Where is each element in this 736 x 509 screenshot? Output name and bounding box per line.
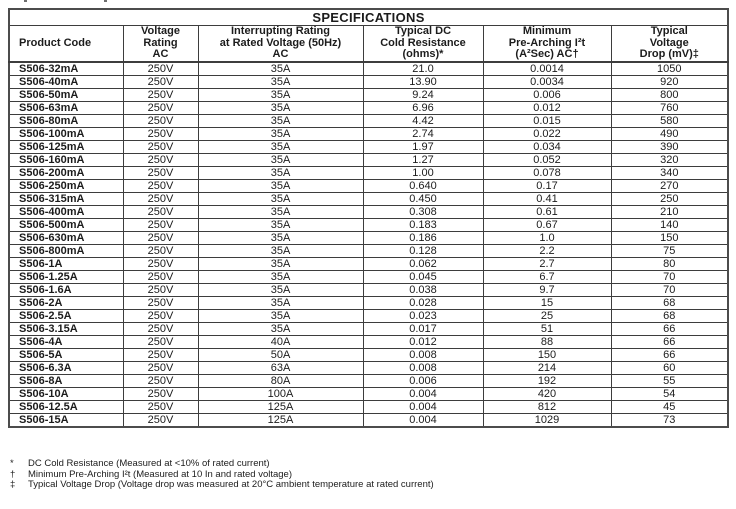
value-cell: 250V xyxy=(123,362,198,375)
value-cell: 250V xyxy=(123,180,198,193)
value-cell: 0.308 xyxy=(363,206,483,219)
product-code-cell: S506-1.6A xyxy=(9,284,123,297)
value-cell: 920 xyxy=(611,76,728,89)
value-cell: 35A xyxy=(198,102,363,115)
value-cell: 68 xyxy=(611,297,728,310)
value-cell: 21.0 xyxy=(363,62,483,76)
value-cell: 250V xyxy=(123,258,198,271)
product-code-cell: S506-3.15A xyxy=(9,323,123,336)
value-cell: 35A xyxy=(198,154,363,167)
clipped-text-fragment xyxy=(24,0,27,2)
product-code-cell: S506-10A xyxy=(9,388,123,401)
product-code-cell: S506-5A xyxy=(9,349,123,362)
value-cell: 4.42 xyxy=(363,115,483,128)
value-cell: 80A xyxy=(198,375,363,388)
value-cell: 25 xyxy=(483,310,611,323)
value-cell: 340 xyxy=(611,167,728,180)
value-cell: 250 xyxy=(611,193,728,206)
value-cell: 320 xyxy=(611,154,728,167)
value-cell: 1.0 xyxy=(483,232,611,245)
value-cell: 0.023 xyxy=(363,310,483,323)
value-cell: 0.004 xyxy=(363,401,483,414)
product-code-cell: S506-1A xyxy=(9,258,123,271)
value-cell: 250V xyxy=(123,76,198,89)
value-cell: 800 xyxy=(611,89,728,102)
value-cell: 0.004 xyxy=(363,414,483,428)
product-code-cell: S506-2A xyxy=(9,297,123,310)
value-cell: 75 xyxy=(611,245,728,258)
table-row xyxy=(9,375,728,388)
value-cell: 390 xyxy=(611,141,728,154)
table-row xyxy=(9,349,728,362)
value-cell: 250V xyxy=(123,167,198,180)
value-cell: 9.7 xyxy=(483,284,611,297)
product-code-cell: S506-315mA xyxy=(9,193,123,206)
value-cell: 812 xyxy=(483,401,611,414)
value-cell: 1.00 xyxy=(363,167,483,180)
value-cell: 0.045 xyxy=(363,271,483,284)
value-cell: 0.034 xyxy=(483,141,611,154)
value-cell: 35A xyxy=(198,180,363,193)
product-code-cell: S506-100mA xyxy=(9,128,123,141)
value-cell: 35A xyxy=(198,128,363,141)
table-body xyxy=(9,62,728,427)
value-cell: 35A xyxy=(198,62,363,76)
product-code-cell: S506-1.25A xyxy=(9,271,123,284)
value-cell: 0.183 xyxy=(363,219,483,232)
value-cell: 490 xyxy=(611,128,728,141)
value-cell: 60 xyxy=(611,362,728,375)
column-header-1: Voltage Rating AC xyxy=(123,26,198,63)
value-cell: 45 xyxy=(611,401,728,414)
value-cell: 13.90 xyxy=(363,76,483,89)
value-cell: 2.74 xyxy=(363,128,483,141)
value-cell: 250V xyxy=(123,128,198,141)
table-row xyxy=(9,141,728,154)
table-row xyxy=(9,206,728,219)
table-title-row xyxy=(9,9,728,26)
table-row xyxy=(9,167,728,180)
value-cell: 210 xyxy=(611,206,728,219)
table-row xyxy=(9,128,728,141)
value-cell: 0.012 xyxy=(363,336,483,349)
value-cell: 15 xyxy=(483,297,611,310)
value-cell: 0.006 xyxy=(363,375,483,388)
product-code-cell: S506-250mA xyxy=(9,180,123,193)
table-row xyxy=(9,271,728,284)
value-cell: 68 xyxy=(611,310,728,323)
value-cell: 9.24 xyxy=(363,89,483,102)
value-cell: 250V xyxy=(123,284,198,297)
value-cell: 35A xyxy=(198,310,363,323)
value-cell: 0.052 xyxy=(483,154,611,167)
value-cell: 35A xyxy=(198,323,363,336)
value-cell: 35A xyxy=(198,167,363,180)
value-cell: 0.61 xyxy=(483,206,611,219)
product-code-cell: S506-15A xyxy=(9,414,123,428)
value-cell: 250V xyxy=(123,388,198,401)
value-cell: 51 xyxy=(483,323,611,336)
product-code-cell: S506-63mA xyxy=(9,102,123,115)
product-code-cell: S506-630mA xyxy=(9,232,123,245)
footnotes xyxy=(9,459,729,491)
table-row xyxy=(9,154,728,167)
value-cell: 580 xyxy=(611,115,728,128)
value-cell: 250V xyxy=(123,245,198,258)
footnote-symbol: * xyxy=(10,458,14,469)
value-cell: 150 xyxy=(611,232,728,245)
value-cell: 250V xyxy=(123,115,198,128)
value-cell: 35A xyxy=(198,115,363,128)
table-row xyxy=(9,323,728,336)
table-row xyxy=(9,297,728,310)
product-code-cell: S506-160mA xyxy=(9,154,123,167)
value-cell: 35A xyxy=(198,297,363,310)
value-cell: 250V xyxy=(123,154,198,167)
value-cell: 1.27 xyxy=(363,154,483,167)
table-row xyxy=(9,76,728,89)
value-cell: 35A xyxy=(198,141,363,154)
column-header-0: Product Code xyxy=(9,26,123,63)
product-code-cell: S506-2.5A xyxy=(9,310,123,323)
product-code-cell: S506-12.5A xyxy=(9,401,123,414)
product-code-cell: S506-50mA xyxy=(9,89,123,102)
value-cell: 760 xyxy=(611,102,728,115)
value-cell: 250V xyxy=(123,206,198,219)
value-cell: 55 xyxy=(611,375,728,388)
value-cell: 80 xyxy=(611,258,728,271)
value-cell: 250V xyxy=(123,323,198,336)
value-cell: 0.017 xyxy=(363,323,483,336)
value-cell: 70 xyxy=(611,271,728,284)
value-cell: 214 xyxy=(483,362,611,375)
value-cell: 0.022 xyxy=(483,128,611,141)
value-cell: 0.006 xyxy=(483,89,611,102)
product-code-cell: S506-500mA xyxy=(9,219,123,232)
value-cell: 6.96 xyxy=(363,102,483,115)
value-cell: 0.062 xyxy=(363,258,483,271)
value-cell: 150 xyxy=(483,349,611,362)
value-cell: 250V xyxy=(123,102,198,115)
value-cell: 0.640 xyxy=(363,180,483,193)
value-cell: 0.0034 xyxy=(483,76,611,89)
table-row xyxy=(9,115,728,128)
value-cell: 0.008 xyxy=(363,349,483,362)
table-row xyxy=(9,401,728,414)
value-cell: 35A xyxy=(198,232,363,245)
footnote-text: DC Cold Resistance (Measured at <10% of rated current) xyxy=(28,458,270,469)
table-row xyxy=(9,414,728,428)
specifications-table xyxy=(8,8,729,428)
table-row xyxy=(9,310,728,323)
value-cell: 35A xyxy=(198,245,363,258)
value-cell: 35A xyxy=(198,76,363,89)
column-header-4: Minimum Pre-Arching I²t (A²Sec) AC† xyxy=(483,26,611,63)
table-row xyxy=(9,62,728,76)
table-row xyxy=(9,336,728,349)
value-cell: 1.97 xyxy=(363,141,483,154)
value-cell: 250V xyxy=(123,193,198,206)
value-cell: 0.128 xyxy=(363,245,483,258)
value-cell: 35A xyxy=(198,271,363,284)
product-code-cell: S506-400mA xyxy=(9,206,123,219)
value-cell: 0.17 xyxy=(483,180,611,193)
value-cell: 1029 xyxy=(483,414,611,428)
value-cell: 250V xyxy=(123,271,198,284)
value-cell: 70 xyxy=(611,284,728,297)
value-cell: 125A xyxy=(198,414,363,428)
value-cell: 250V xyxy=(123,310,198,323)
value-cell: 0.078 xyxy=(483,167,611,180)
value-cell: 88 xyxy=(483,336,611,349)
table-row xyxy=(9,89,728,102)
table-row xyxy=(9,284,728,297)
value-cell: 40A xyxy=(198,336,363,349)
table-row xyxy=(9,102,728,115)
value-cell: 250V xyxy=(123,141,198,154)
footnote-symbol: ‡ xyxy=(10,479,16,490)
product-code-cell: S506-125mA xyxy=(9,141,123,154)
value-cell: 250V xyxy=(123,349,198,362)
table-title: SPECIFICATIONS xyxy=(9,9,728,26)
column-header-3: Typical DC Cold Resistance (ohms)* xyxy=(363,26,483,63)
product-code-cell: S506-800mA xyxy=(9,245,123,258)
value-cell: 0.41 xyxy=(483,193,611,206)
product-code-cell: S506-200mA xyxy=(9,167,123,180)
column-header-5: Typical Voltage Drop (mV)‡ xyxy=(611,26,728,63)
value-cell: 420 xyxy=(483,388,611,401)
value-cell: 2.7 xyxy=(483,258,611,271)
value-cell: 250V xyxy=(123,297,198,310)
footnote-text: Typical Voltage Drop (Voltage drop was measured at 20°C ambient temperature at rated current) xyxy=(28,479,434,490)
footnote-symbol: † xyxy=(10,468,16,480)
table-row xyxy=(9,245,728,258)
value-cell: 250V xyxy=(123,401,198,414)
value-cell: 250V xyxy=(123,89,198,102)
value-cell: 54 xyxy=(611,388,728,401)
value-cell: 250V xyxy=(123,232,198,245)
product-code-cell: S506-32mA xyxy=(9,62,123,76)
value-cell: 35A xyxy=(198,89,363,102)
value-cell: 100A xyxy=(198,388,363,401)
table-row xyxy=(9,180,728,193)
product-code-cell: S506-6.3A xyxy=(9,362,123,375)
value-cell: 63A xyxy=(198,362,363,375)
value-cell: 6.7 xyxy=(483,271,611,284)
value-cell: 192 xyxy=(483,375,611,388)
column-header-2: Interrupting Rating at Rated Voltage (50Hz) AC xyxy=(198,26,363,63)
clipped-text-fragment xyxy=(104,0,107,2)
value-cell: 73 xyxy=(611,414,728,428)
value-cell: 35A xyxy=(198,284,363,297)
product-code-cell: S506-80mA xyxy=(9,115,123,128)
table-row xyxy=(9,232,728,245)
value-cell: 0.038 xyxy=(363,284,483,297)
value-cell: 270 xyxy=(611,180,728,193)
value-cell: 66 xyxy=(611,323,728,336)
table-header-row xyxy=(9,26,728,63)
value-cell: 0.004 xyxy=(363,388,483,401)
value-cell: 35A xyxy=(198,206,363,219)
value-cell: 66 xyxy=(611,349,728,362)
table-row xyxy=(9,219,728,232)
product-code-cell: S506-4A xyxy=(9,336,123,349)
value-cell: 250V xyxy=(123,414,198,428)
value-cell: 66 xyxy=(611,336,728,349)
table-row xyxy=(9,193,728,206)
value-cell: 0.0014 xyxy=(483,62,611,76)
table-row xyxy=(9,258,728,271)
value-cell: 0.028 xyxy=(363,297,483,310)
value-cell: 0.186 xyxy=(363,232,483,245)
footnote-text: Minimum Pre-Arching I²t (Measured at 10 In and rated voltage) xyxy=(28,468,293,480)
value-cell: 250V xyxy=(123,375,198,388)
product-code-cell: S506-40mA xyxy=(9,76,123,89)
value-cell: 50A xyxy=(198,349,363,362)
footnote-line xyxy=(9,480,729,491)
value-cell: 250V xyxy=(123,62,198,76)
value-cell: 125A xyxy=(198,401,363,414)
value-cell: 0.012 xyxy=(483,102,611,115)
product-code-cell: S506-8A xyxy=(9,375,123,388)
value-cell: 35A xyxy=(198,219,363,232)
value-cell: 250V xyxy=(123,219,198,232)
value-cell: 250V xyxy=(123,336,198,349)
value-cell: 140 xyxy=(611,219,728,232)
value-cell: 2.2 xyxy=(483,245,611,258)
value-cell: 0.008 xyxy=(363,362,483,375)
table-row xyxy=(9,362,728,375)
value-cell: 1050 xyxy=(611,62,728,76)
value-cell: 0.450 xyxy=(363,193,483,206)
value-cell: 35A xyxy=(198,258,363,271)
value-cell: 35A xyxy=(198,193,363,206)
footnote-line xyxy=(9,459,729,470)
value-cell: 0.015 xyxy=(483,115,611,128)
table-row xyxy=(9,388,728,401)
value-cell: 0.67 xyxy=(483,219,611,232)
